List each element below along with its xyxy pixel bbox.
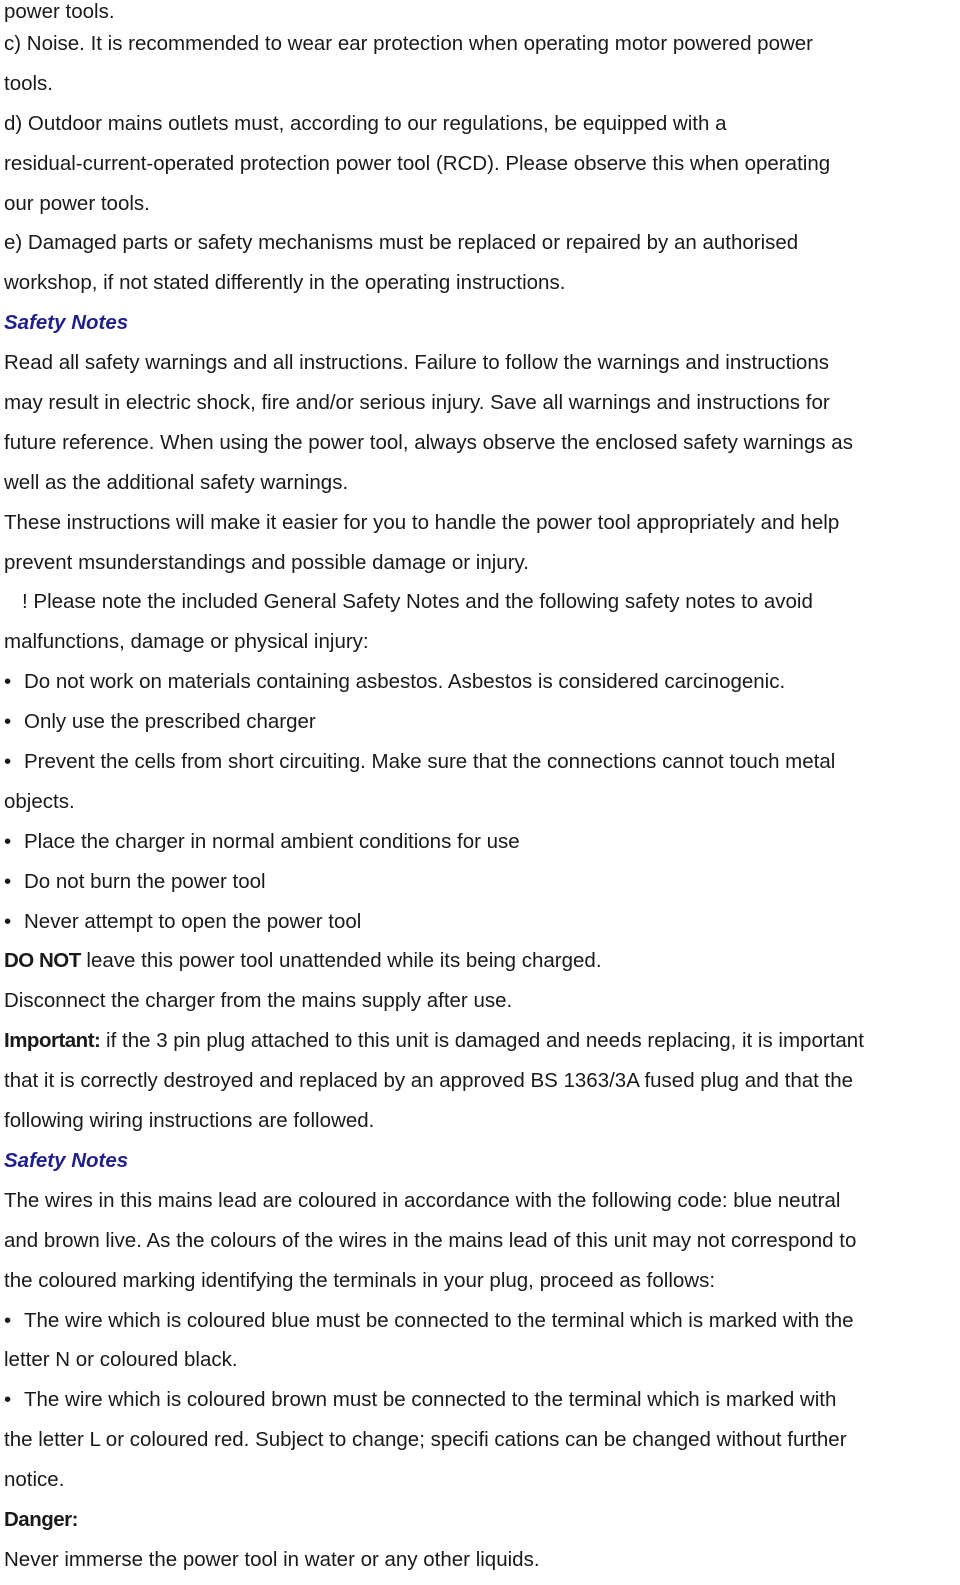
text-line: that it is correctly destroyed and replaced by an approved BS 1363/3A fused plug and that the <box>4 1069 854 1093</box>
bullet-item <box>4 902 956 942</box>
bullet-icon: • <box>4 710 12 734</box>
text-line <box>4 941 956 981</box>
text-line: well as the additional safety warnings. <box>4 470 349 494</box>
bullet-text: Do not burn the power tool <box>24 869 266 893</box>
text-line: our power tools. <box>4 191 150 215</box>
bullet-icon: • <box>4 670 12 694</box>
text-line: power tools. <box>4 0 115 23</box>
section-heading-safety-notes: Safety Notes <box>4 1148 129 1172</box>
bullet-item <box>4 742 956 782</box>
text-line: notice. <box>4 1468 65 1492</box>
text-line: letter N or coloured black. <box>4 1348 238 1372</box>
text-line <box>4 1021 956 1061</box>
text-line: following wiring instructions are followed. <box>4 1109 375 1133</box>
bullet-item <box>4 702 956 742</box>
section-heading-safety-notes: Safety Notes <box>4 311 129 335</box>
bullet-item <box>4 862 956 902</box>
bullet-text: Only use the prescribed charger <box>24 710 316 734</box>
text-line: The wires in this mains lead are coloured in accordance with the following code: blue neutral <box>4 1188 841 1212</box>
bullet-text: Prevent the cells from short circuiting. Make sure that the connections cannot touch metal <box>24 750 836 774</box>
text-line: d) Outdoor mains outlets must, according to our regulations, be equipped with a <box>4 111 727 135</box>
text-line: objects. <box>4 789 75 813</box>
bullet-icon: • <box>4 909 12 933</box>
text-line: and brown live. As the colours of the wires in the mains lead of this unit may not correspond to <box>4 1228 857 1252</box>
bullet-item <box>4 1380 956 1420</box>
text-line: prevent msunderstandings and possible damage or injury. <box>4 550 529 574</box>
bullet-icon: • <box>4 750 12 774</box>
text-line: workshop, if not stated differently in the operating instructions. <box>4 271 566 295</box>
text-line: the letter L or coloured red. Subject to change; specifi cations can be changed without further <box>4 1428 847 1452</box>
bullet-item <box>4 1301 956 1341</box>
bullet-text: The wire which is coloured blue must be connected to the terminal which is marked with the <box>24 1308 854 1332</box>
bullet-icon: • <box>4 829 12 853</box>
bullet-text: The wire which is coloured brown must be connected to the terminal which is marked with <box>24 1388 837 1412</box>
bullet-text: Place the charger in normal ambient conditions for use <box>24 829 520 853</box>
text-line: ! Please note the included General Safety Notes and the following safety notes to avoid <box>22 590 813 614</box>
text-line: tools. <box>4 71 53 95</box>
bullet-icon: • <box>4 869 12 893</box>
important-label: Important: <box>4 1029 101 1053</box>
bullet-text: Do not work on materials containing asbestos. Asbestos is considered carcinogenic. <box>24 670 786 694</box>
text-line: the coloured marking identifying the terminals in your plug, proceed as follows: <box>4 1268 716 1292</box>
bullet-text: Never attempt to open the power tool <box>24 909 362 933</box>
text-line: future reference. When using the power tool, always observe the enclosed safety warnings as <box>4 430 853 454</box>
text-line: Disconnect the charger from the mains supply after use. <box>4 989 513 1013</box>
bullet-icon: • <box>4 1388 12 1412</box>
text-line: may result in electric shock, fire and/or serious injury. Save all warnings and instructions for <box>4 391 830 415</box>
text-span: if the 3 pin plug attached to this unit is damaged and needs replacing, it is important <box>100 1029 864 1053</box>
text-line: e) Damaged parts or safety mechanisms must be replaced or repaired by an authorised <box>4 231 799 255</box>
danger-heading: Danger: <box>4 1507 78 1531</box>
bullet-item <box>4 822 956 862</box>
text-line: residual-current-operated protection power tool (RCD). Please observe this when operating <box>4 151 831 175</box>
text-line: Never immerse the power tool in water or any other liquids. <box>4 1547 540 1571</box>
bullet-icon: • <box>4 1308 12 1332</box>
text-span: leave this power tool unattended while its being charged. <box>80 949 602 973</box>
warning-label: DO NOT <box>4 949 81 973</box>
text-line: malfunctions, damage or physical injury: <box>4 630 369 654</box>
text-line: c) Noise. It is recommended to wear ear protection when operating motor powered power <box>4 32 814 55</box>
text-line: Read all safety warnings and all instructions. Failure to follow the warnings and instructions <box>4 351 829 375</box>
text-line: These instructions will make it easier for you to handle the power tool appropriately and help <box>4 510 840 534</box>
bullet-item <box>4 662 956 702</box>
